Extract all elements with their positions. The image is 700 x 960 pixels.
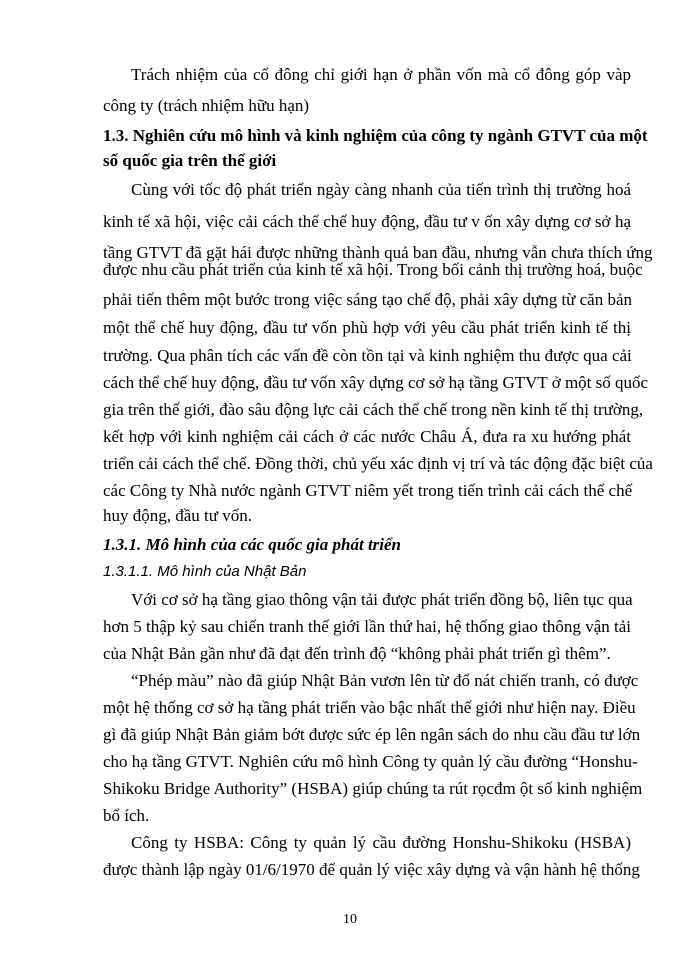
paragraph-line: triển cải cách thể chế. Đồng thời, chủ yếu xác định vị trí và tác động đặc biệt của (103, 454, 653, 473)
paragraph-line: công ty (trách nhiệm hữu hạn) (103, 96, 310, 115)
paragraph-line: “Phép màu” nào đã giúp Nhật Bản vươn lên từ đổ nát chiến tranh, có được (131, 671, 639, 690)
paragraph-line: cho hạ tầng GTVT. Nghiên cứu mô hình Công ty quản lý cầu đường “Honshu- (103, 752, 638, 771)
paragraph-line: phải tiến thêm một bước trong việc sáng tạo chế độ, phải xây dựng từ căn bản (103, 290, 633, 309)
paragraph-line: cách thể chế huy động, đầu tư vốn xây dựng cơ sở hạ tầng GTVT ở một số quốc (103, 373, 649, 392)
paragraph-line: huy động, đầu tư vốn. (103, 506, 252, 525)
paragraph-line: trường. Qua phân tích các vấn đề còn tồn tại và kinh nghiệm thu được qua cải (103, 346, 632, 365)
paragraph-line: kết hợp với kinh nghiệm cải cách ở các nước Châu Á, đưa ra xu hướng phát (103, 427, 631, 446)
paragraph-line: một hệ thống cơ sở hạ tầng phát triển vào bậc nhất thế giới như hiện nay. Điều (103, 698, 636, 717)
paragraph-line: Công ty HSBA: Công ty quản lý cầu đường Honshu-Shikoku (HSBA) (131, 833, 631, 852)
paragraph-line: kinh tế xã hội, việc cải cách thể chế huy động, đầu tư v ốn xây dựng cơ sở hạ (103, 212, 631, 231)
paragraph-line: gia trên thế giới, đào sâu động lực cải cách thể chế trong nền kinh tế thị trường, (103, 400, 644, 419)
paragraph-line: hơn 5 thập kỷ sau chiến tranh thế giới lần thứ hai, hệ thống giao thông vận tải (103, 617, 631, 636)
paragraph-line: các Công ty Nhà nước ngành GTVT niêm yết trong tiến trình cải cách thể chế (103, 481, 633, 500)
paragraph-line: Với cơ sở hạ tầng giao thông vận tải được phát triển đồng bộ, liên tục qua (131, 590, 633, 609)
section-heading: 1.3. Nghiên cứu mô hình và kinh nghiệm của công ty ngành GTVT của một (103, 126, 648, 145)
subsection-heading: 1.3.1. Mô hình của các quốc gia phát triển (103, 535, 402, 554)
paragraph-line: tầng GTVT đã gặt hái được những thành quả ban đầu, nhưng vẫn chưa thích ứng (103, 243, 653, 262)
page-number: 10 (343, 912, 357, 927)
paragraph-line: được thành lập ngày 01/6/1970 để quản lý việc xây dựng và vận hành hệ thống (103, 860, 640, 879)
paragraph-line: của Nhật Bản gần như đã đạt đến trình độ “không phải phát triển gì thêm”. (103, 644, 611, 663)
paragraph-line: bổ ích. (103, 806, 150, 825)
paragraph-line: gì đã giúp Nhật Bản giảm bớt được sức ép lên ngân sách do nhu cầu đầu tư lớn (103, 725, 641, 744)
paragraph-line: Cùng với tốc độ phát triển ngày càng nhanh của tiến trình thị trường hoá (131, 180, 631, 199)
paragraph-line: một thể chế huy động, đầu tư vốn phù hợp với yêu cầu phát triển kinh tế thị (103, 318, 631, 337)
sub-subsection-heading: 1.3.1.1. Mô hình của Nhật Bản (103, 563, 307, 580)
paragraph-line: Shikoku Bridge Authority” (HSBA) giúp chúng ta rút rọcđm ột số kinh nghiệm (103, 779, 643, 798)
section-heading: số quốc gia trên thế giới (103, 151, 277, 170)
paragraph-line: Trách nhiệm của cổ đông chỉ giới hạn ở phần vốn mà cổ đông góp vàp (131, 65, 631, 84)
paragraph-line: được nhu cầu phát triển của kinh tế xã hội. Trong bối cảnh thị trường hoá, buộc (103, 260, 643, 279)
